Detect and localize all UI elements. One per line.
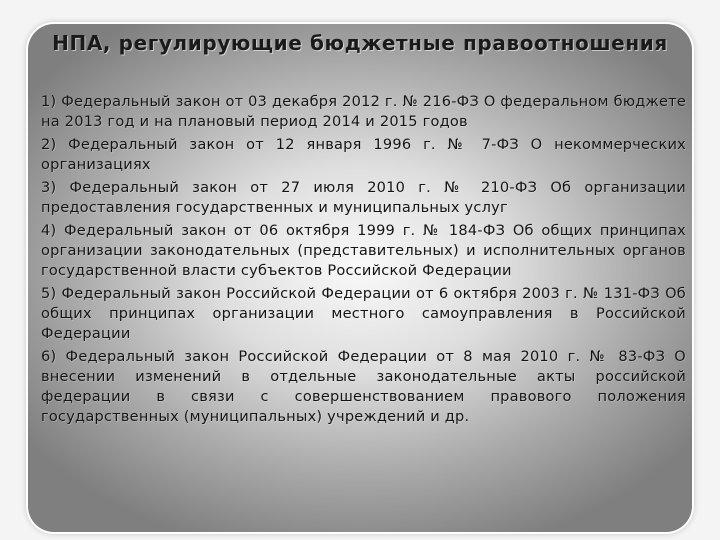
law-item-1: 1) Федеральный закон от 03 декабря 2012 г. № 216-ФЗ О федеральном бюджете на 2013 год и на плановый период 2014 и 2015 годов [41,93,686,130]
law-item-4: 4) Федеральный закон от 06 октября 1999 г. № 184-ФЗ Об общих принципах организации законодательных (представительных) и исполнительных органов государственной власти субъектов Российской Федерации [41,222,686,279]
law-list [41,92,686,430]
law-item-5: 5) Федеральный закон Российской Федерации от 6 октября 2003 г. № 131-ФЗ Об общих принципах организации местного самоуправления в Российской Федерации [41,285,686,342]
slide-title: НПА, регулирующие бюджетные правоотношения [52,31,668,55]
law-item-3: 3) Федеральный закон от 27 июля 2010 г. № 210-ФЗ Об организации предоставления государственных и муниципальных услуг [41,179,686,216]
law-item-2: 2) Федеральный закон от 12 января 1996 г. № 7-ФЗ О некоммерческих организациях [41,136,686,173]
law-item-6: 6) Федеральный закон Российской Федерации от 8 мая 2010 г. № 83-ФЗ О внесении изменений в отдельные законодательные акты российской федерации в связи с совершенствованием правового положения государственных (муниципальных) учреждений и др. [41,348,686,425]
